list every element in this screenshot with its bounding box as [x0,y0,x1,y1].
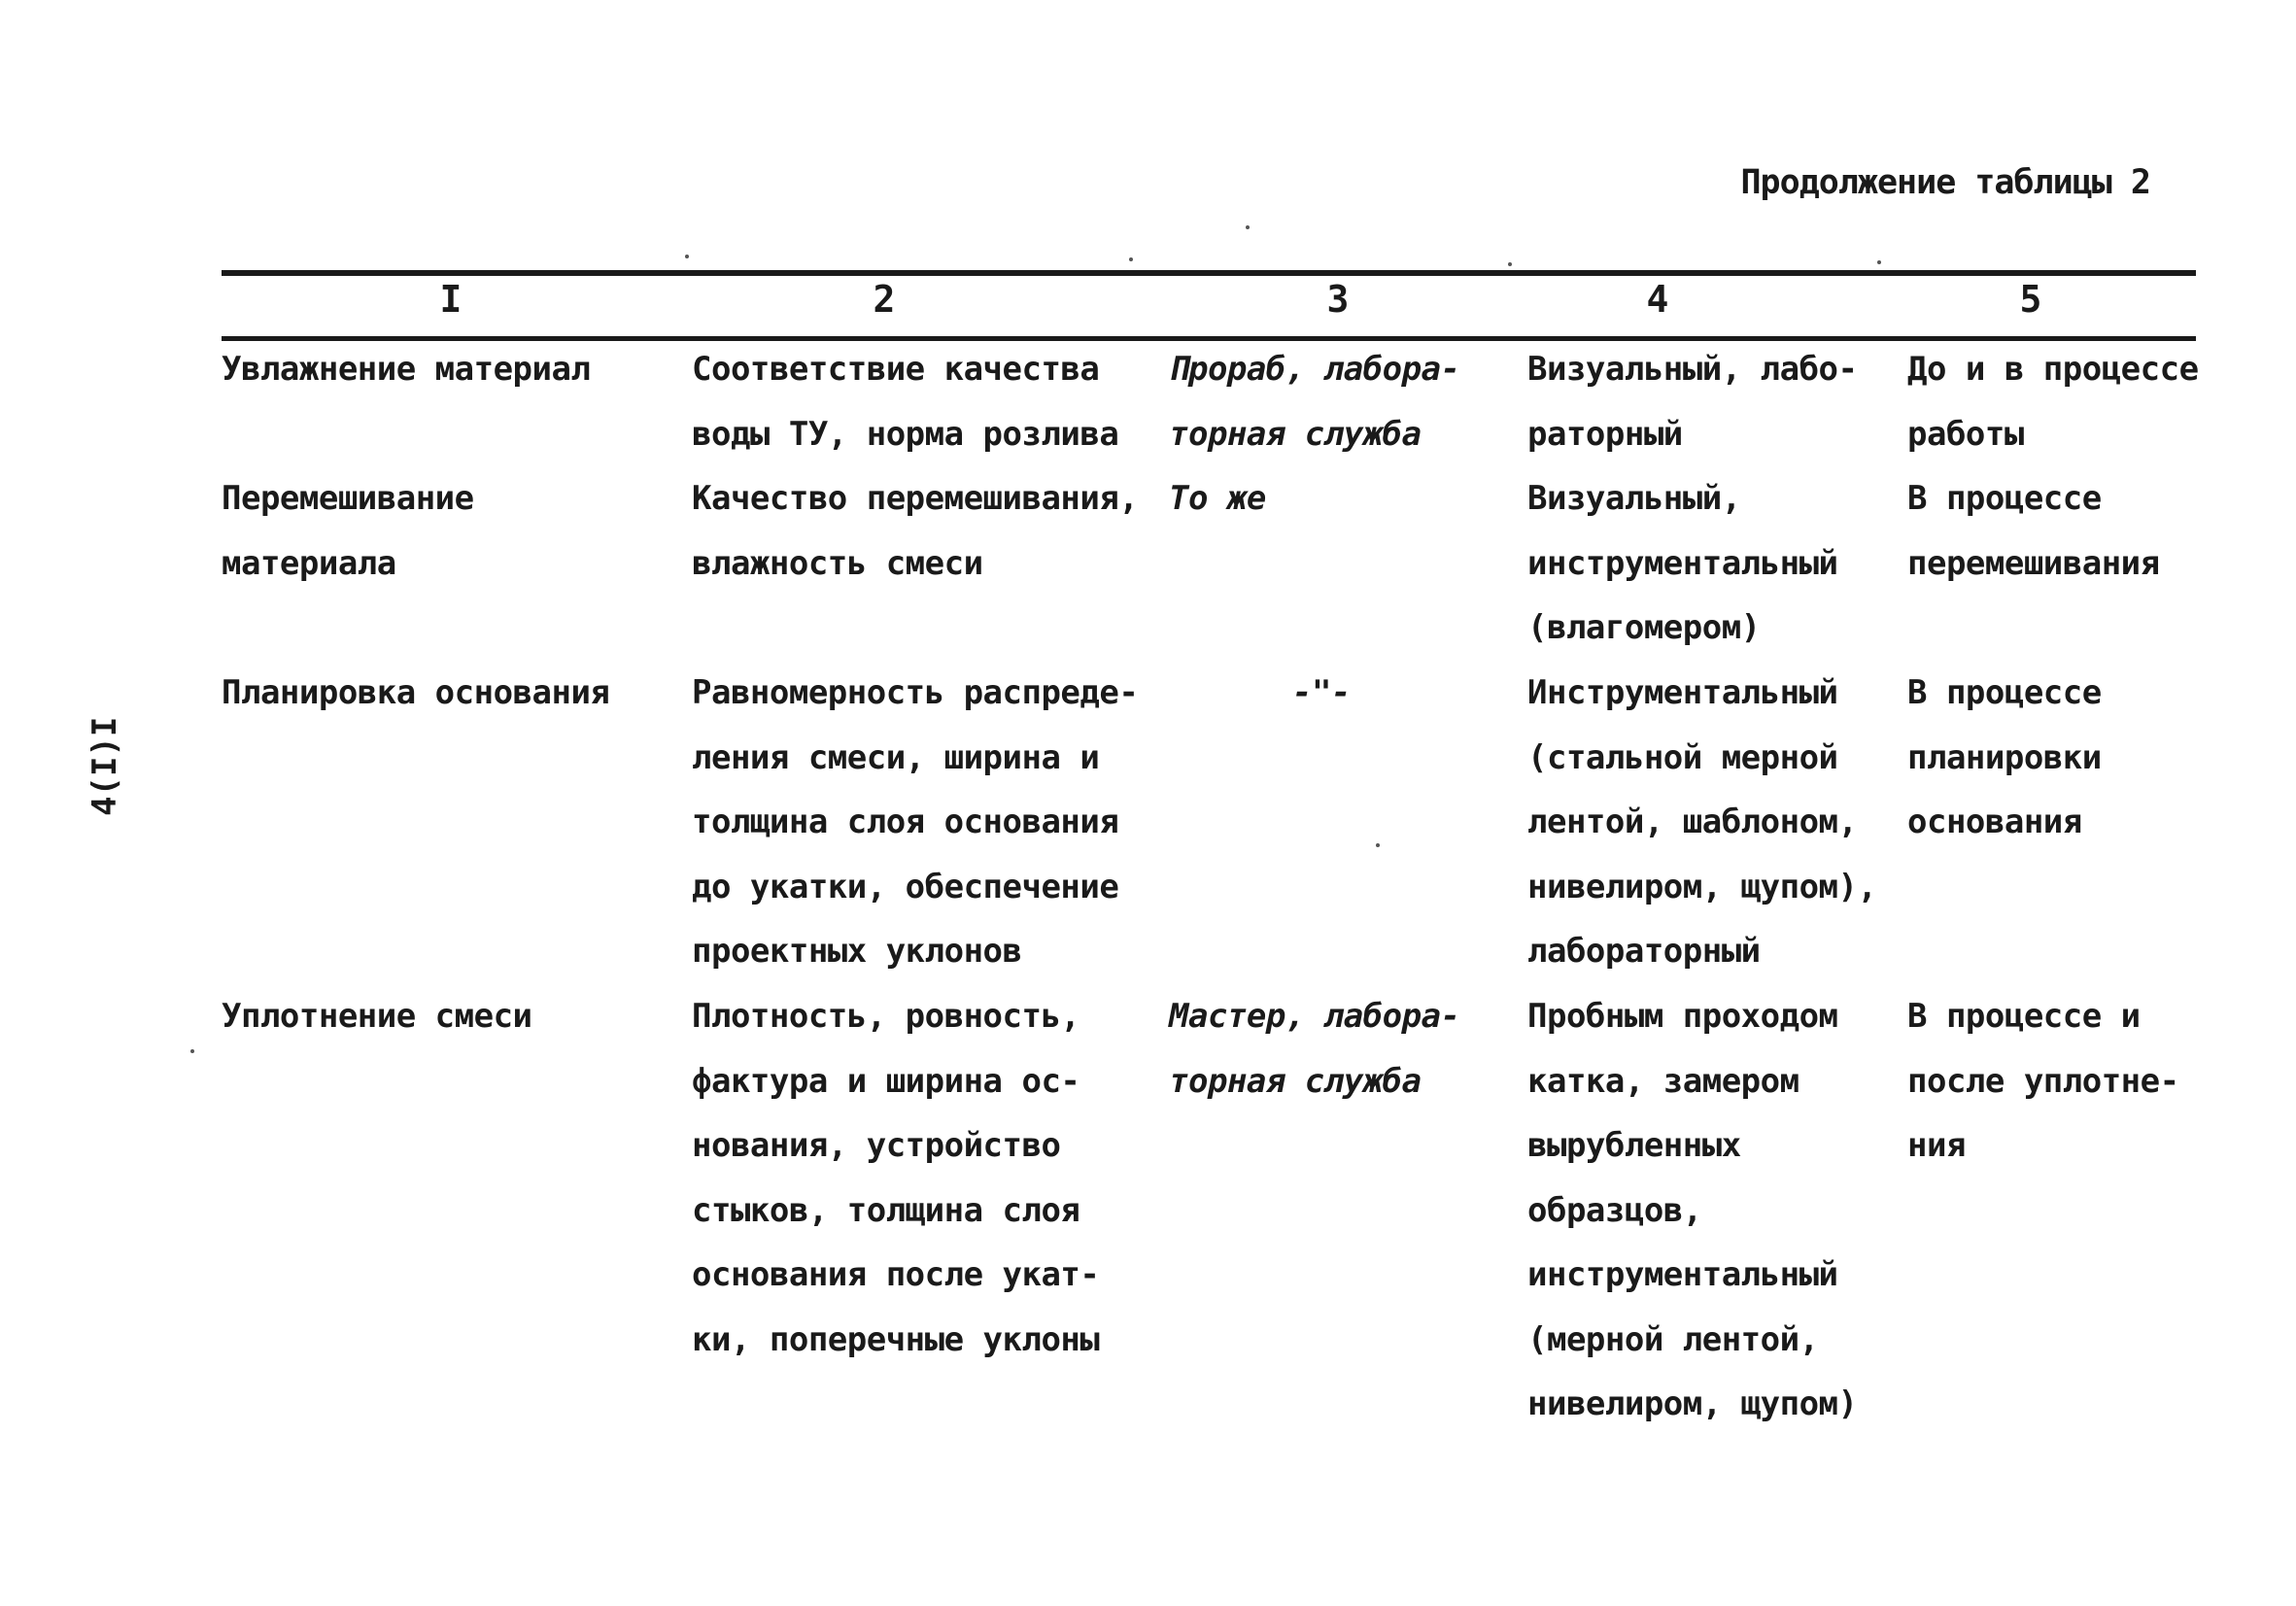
row-4-controlled-parameter: Плотность, ровность, фактура и ширина ос- нования, устройство стыков, толщина слоя основания после укат- ки, поперечные уклоны [692,997,1100,1359]
scan-speck [190,1049,194,1053]
scan-speck [1376,843,1380,847]
row-2-method: Визуальный, инструментальный (влагомером) [1527,479,1838,647]
scan-speck [1508,262,1512,266]
scan-speck [1246,225,1250,229]
row-3-responsible-ditto: -"- [1292,673,1351,712]
row-2-controlled-parameter: Качество перемешивания, влажность смеси [692,479,1139,583]
row-3-operation: Планировка основания [222,673,610,712]
column-number-3: 3 [1326,278,1350,321]
table-top-rule [222,270,2196,276]
scan-speck [1877,260,1881,264]
row-4-operation: Уплотнение смеси [222,997,532,1036]
row-2-responsible: То же [1169,479,1266,518]
column-number-4: 4 [1646,278,1669,321]
scan-speck [1129,257,1133,261]
row-4-method: Пробным проходом катка, замером вырубленных образцов, инструментальный (мерной лентой, нивелиром, щупом) [1527,997,1858,1423]
row-1-controlled-parameter: Соответствие качества воды ТУ, норма розлива [692,350,1119,454]
row-1-operation: Увлажнение материал [222,350,591,389]
row-1-method: Визуальный, лабо- раторный [1527,350,1858,454]
row-1-timing: До и в процессе работы [1907,350,2199,454]
row-2-operation: Перемешивание материала [222,479,474,583]
scan-speck [685,255,689,258]
row-3-controlled-parameter: Равномерность распреде- ления смеси, ширина и толщина слоя основания до укатки, обеспечение проектных уклонов [692,673,1139,971]
column-number-5: 5 [2019,278,2042,321]
column-number-1: I [439,278,463,321]
row-1-responsible: Прораб, лабора- торная служба [1169,350,1460,454]
row-3-method: Инструментальный (стальной мерной лентой, шаблоном, нивелиром, щупом), лабораторный [1527,673,1877,971]
row-3-timing: В процессе планировки основания [1907,673,2102,841]
row-4-timing: В процессе и после уплотне- ния [1907,997,2179,1165]
page-number-mark: 4(I)I [86,716,124,816]
row-2-timing: В процессе перемешивания [1907,479,2160,583]
table-caption: Продолжение таблицы 2 [1740,163,2150,202]
column-number-2: 2 [873,278,896,321]
row-4-responsible: Мастер, лабора- торная служба [1169,997,1460,1101]
